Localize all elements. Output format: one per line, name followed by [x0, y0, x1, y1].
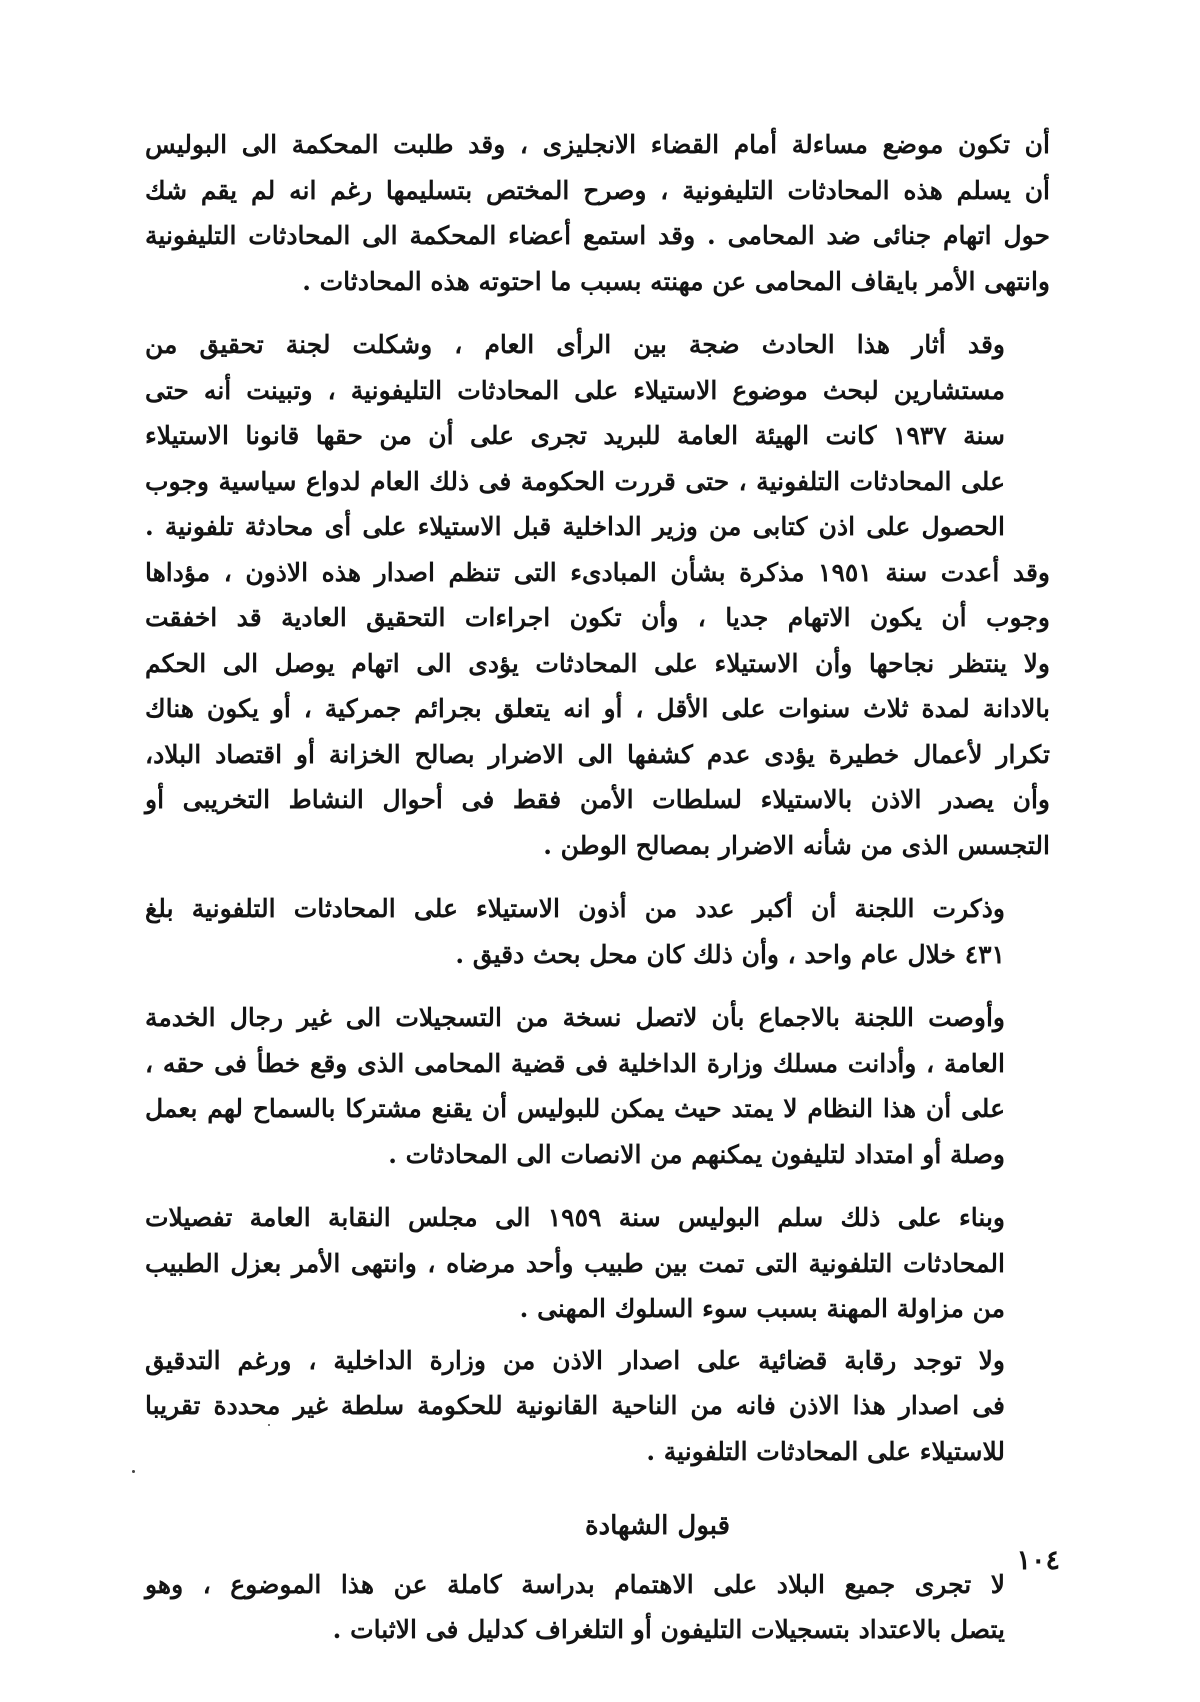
paragraph-7: [145, 1338, 1050, 1475]
paragraph-3: [145, 550, 1050, 869]
text-line: وأوصت اللجنة بالاجماع بأن لاتصل نسخة من التسجيلات الى غير رجال الخدمة: [145, 1003, 1005, 1032]
scan-speck: [132, 1470, 135, 1473]
text-line: تكرار لأعمال خطيرة يؤدى عدم كشفها الى الاضرار بصالح الخزانة أو اقتصاد البلاد،: [145, 739, 1050, 769]
text-line: على أن هذا النظام لا يمتد حيث يمكن للبوليس أن يقنع مشتركا بالسماح لهم بعمل: [145, 1094, 1005, 1123]
text-line: وصلة أو امتداد لتليفون يمكنهم من الانصات الى المحادثات .: [388, 1139, 1005, 1169]
text-line: فى اصدار هذا الاذن فانه من الناحية القانونية للحكومة سلطة غير محددة تقريبا: [145, 1391, 1005, 1420]
text-line: الحصول على اذن كتابى من وزير الداخلية قبل الاستيلاء على أى محادثة تلفونية .: [145, 512, 1005, 541]
scan-speck: [268, 1424, 270, 1426]
paragraph-2: [145, 322, 1050, 550]
text-line: وقد أثار هذا الحادث ضجة بين الرأى العام ، وشكلت لجنة تحقيق من: [145, 330, 1005, 359]
text-line: أن يسلم هذه المحادثات التليفونية ، وصرح المختص بتسليمها رغم انه لم يقم شك: [145, 175, 1050, 205]
paragraph-6: [145, 1195, 1050, 1332]
text-line: سنة ١٩٣٧ كانت الهيئة العامة للبريد تجرى على أن من حقها قانونا الاستيلاء: [145, 421, 1005, 450]
text-line: من مزاولة المهنة بسبب سوء السلوك المهنى .: [519, 1294, 1005, 1323]
text-line: مستشارين لبحث موضوع الاستيلاء على المحادثات التليفونية ، وتبينت أنه حتى: [145, 375, 1005, 405]
text-line: حول اتهام جنائى ضد المحامى . وقد استمع أعضاء المحكمة الى المحادثات التليفونية: [145, 221, 1050, 250]
text-line: بالادانة لمدة ثلاث سنوات على الأقل ، أو انه يتعلق بجرائم جمركية ، أو يكون هناك: [145, 694, 1050, 723]
text-line: ولا ينتظر نجاحها وأن الاستيلاء على المحادثات يؤدى الى اتهام يوصل الى الحكم: [145, 648, 1050, 678]
paragraph-1: [145, 122, 1050, 304]
body-text: [145, 122, 1050, 1653]
text-line: التجسس الذى من شأنه الاضرار بمصالح الوطن .: [543, 830, 1050, 860]
text-line: المحادثات التلفونية التى تمت بين طبيب وأحد مرضاه ، وانتهى الأمر بعزل الطبيب: [145, 1248, 1005, 1278]
text-line: يتصل بالاعتداد بتسجيلات التليفون أو التلغراف كدليل فى الاثبات .: [332, 1615, 1005, 1644]
section-heading: قبول الشهادة: [584, 1511, 731, 1541]
text-line: وانتهى الأمر بايقاف المحامى عن مهنته بسبب ما احتوته هذه المحادثات .: [302, 266, 1050, 296]
paragraph-4: [145, 886, 1050, 977]
section-paragraph: [145, 1562, 1050, 1653]
text-line: ٤٣١ خلال عام واحد ، وأن ذلك كان محل بحث دقيق .: [455, 939, 1005, 969]
text-line: وقد أعدت سنة ١٩٥١ مذكرة بشأن المبادىء التى تنظم اصدار هذه الاذون ، مؤداها: [145, 557, 1050, 587]
paragraph-5: [145, 995, 1050, 1177]
text-line: أن تكون موضع مساءلة أمام القضاء الانجليزى ، وقد طلبت المحكمة الى البوليس: [145, 130, 1050, 159]
text-line: وجوب أن يكون الاتهام جديا ، وأن تكون اجراءات التحقيق العادية قد اخفقت: [145, 603, 1050, 632]
text-line: وذكرت اللجنة أن أكبر عدد من أذون الاستيلاء على المحادثات التلفونية بلغ: [145, 894, 1005, 923]
text-line: وأن يصدر الاذن بالاستيلاء لسلطات الأمن فقط فى أحوال النشاط التخريبى أو: [145, 785, 1050, 814]
text-line: وبناء على ذلك سلم البوليس سنة ١٩٥٩ الى مجلس النقابة العامة تفصيلات: [145, 1203, 1005, 1232]
page-number: ١٠٤: [1016, 1545, 1060, 1576]
text-line: لا تجرى جميع البلاد على الاهتمام بدراسة كاملة عن هذا الموضوع ، وهو: [145, 1569, 1005, 1599]
text-line: ولا توجد رقابة قضائية على اصدار الاذن من وزارة الداخلية ، ورغم التدقيق: [145, 1345, 1005, 1375]
text-line: العامة ، وأدانت مسلك وزارة الداخلية فى قضية المحامى الذى وقع خطأ فى حقه ،: [145, 1048, 1005, 1078]
text-line: على المحادثات التلفونية ، حتى قررت الحكومة فى ذلك العام لدواع سياسية وجوب: [145, 466, 1005, 496]
text-line: للاستيلاء على المحادثات التلفونية .: [646, 1436, 1005, 1466]
